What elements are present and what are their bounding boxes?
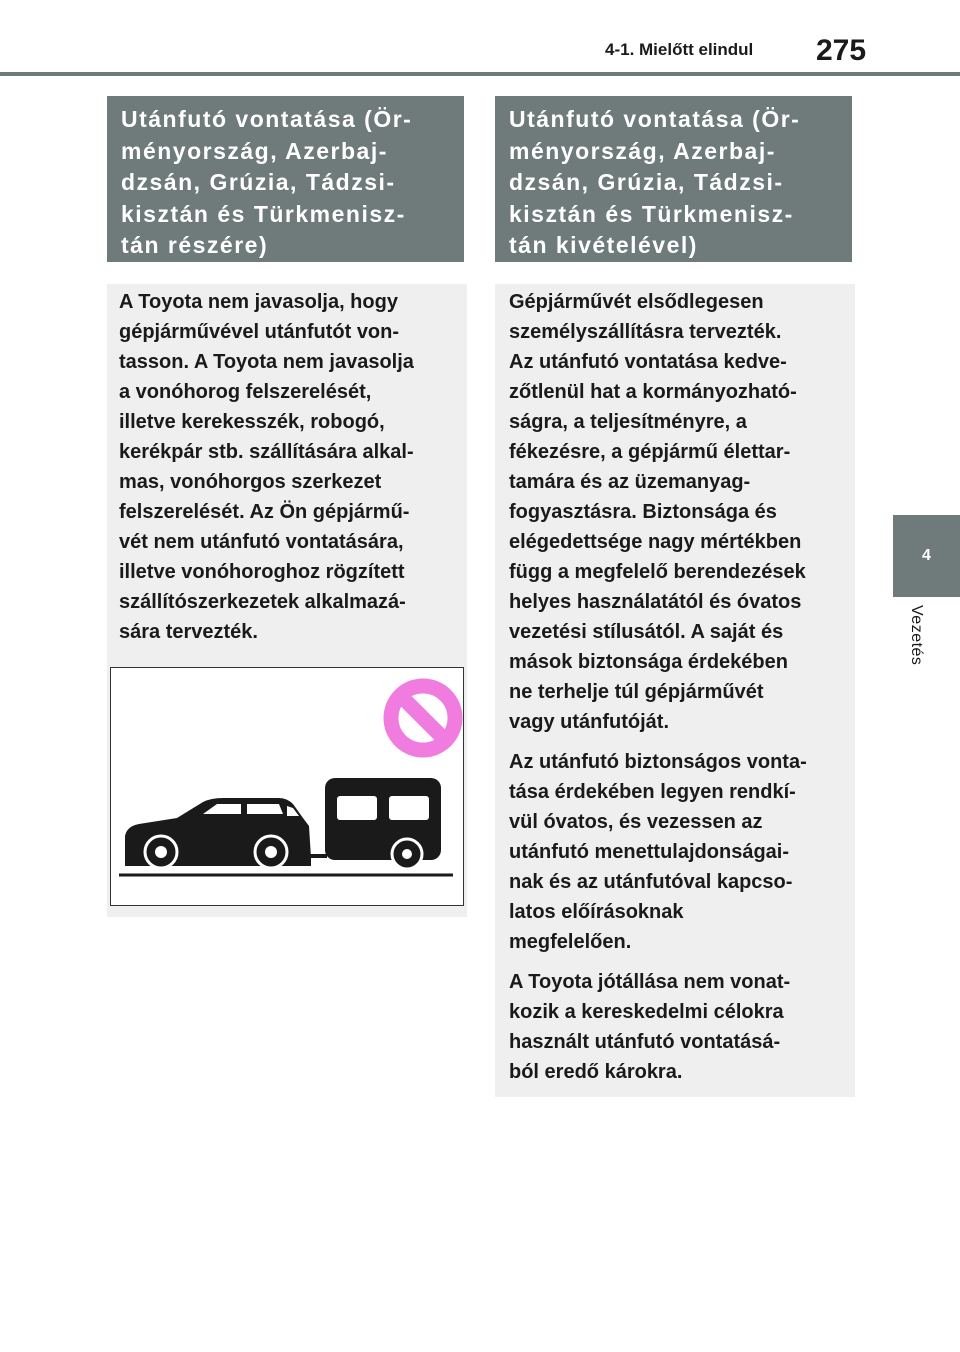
chapter-number: 4 <box>922 547 931 564</box>
text-line: vül óvatos, és vezessen az <box>509 811 763 833</box>
chapter-label: Vezetés <box>908 605 925 666</box>
text-line: ne terhelje túl gépjárművét <box>509 681 764 703</box>
paragraph <box>509 967 843 1087</box>
right-content-box <box>495 284 855 1097</box>
text-line: függ a megfelelő berendezések <box>509 561 806 583</box>
text-line: elégedettsége nagy mértékben <box>509 531 802 553</box>
text-line: A Toyota nem javasolja, hogy <box>119 291 398 313</box>
title-line: Utánfutó vontatása (Ör- <box>509 106 801 132</box>
chapter-tab <box>893 515 960 597</box>
prohibition-icon <box>391 686 455 750</box>
text-line: kerékpár stb. szállítására alkal- <box>119 441 414 463</box>
title-line: kisztán és Türkmenisz- <box>509 200 794 227</box>
text-line: vét nem utánfutó vontatására, <box>119 531 404 553</box>
text-line: használt utánfutó vontatásá- <box>509 1031 781 1053</box>
text-line: Az utánfutó vontatása kedve- <box>509 351 787 373</box>
text-line: tasson. A Toyota nem javasolja <box>119 351 414 373</box>
text-line: fogyasztásra. Biztonsága és <box>509 501 777 523</box>
title-line: tán részére) <box>121 232 269 258</box>
title-line: ményország, Azerbaj- <box>121 137 388 164</box>
text-line: tása érdekében legyen rendkí- <box>509 781 796 803</box>
title-line: dzsán, Grúzia, Tádzsi- <box>121 169 396 195</box>
text-line: felszerelését. Az Ön gépjármű- <box>119 501 410 523</box>
trailer-silhouette <box>325 778 441 869</box>
paragraph <box>509 287 843 737</box>
text-line: tamára és az üzemanyag- <box>509 471 751 493</box>
header-divider <box>0 72 960 76</box>
text-line: nak és az utánfutóval kapcso- <box>509 871 793 893</box>
text-line: helyes használatától és óvatos <box>509 591 802 613</box>
text-line: vezetési stílusától. A saját és <box>509 621 784 643</box>
title-line: tán kivételével) <box>509 232 698 258</box>
text-line: fékezésre, a gépjármű élettar- <box>509 441 791 463</box>
text-line: gépjárművével utánfutót von- <box>119 321 400 343</box>
right-section-title <box>495 96 852 262</box>
text-line: vagy utánfutóját. <box>509 711 670 733</box>
section-title: 4-1. Mielőtt elindul <box>605 40 754 59</box>
text-line: Gépjárművét elsődlegesen <box>509 291 764 313</box>
text-line: A Toyota jótállása nem vonat- <box>509 971 791 993</box>
text-line: ból eredő károkra. <box>509 1061 683 1083</box>
page-number: 275 <box>816 34 867 67</box>
text-line: illetve vonóhoroghoz rögzített <box>119 561 405 583</box>
text-line: ságra, a teljesítményre, a <box>509 411 747 433</box>
left-section-title <box>107 96 464 262</box>
text-line: mások biztonsága érdekében <box>509 651 788 673</box>
text-line: illetve kerekesszék, robogó, <box>119 411 385 433</box>
text-line: zőtlenül hat a kormányozható- <box>509 381 797 403</box>
text-line: megfelelően. <box>509 931 632 953</box>
towing-prohibited-illustration <box>110 667 464 906</box>
title-line: Utánfutó vontatása (Ör- <box>121 106 413 132</box>
title-line: ményország, Azerbaj- <box>509 137 776 164</box>
text-line: latos előírásoknak <box>509 901 684 923</box>
car-silhouette <box>125 798 311 868</box>
text-line: szállítószerkezetek alkalmazá- <box>119 591 406 613</box>
text-line: kozik a kereskedelmi célokra <box>509 1001 784 1023</box>
title-line: kisztán és Türkmenisz- <box>121 200 406 227</box>
title-line: dzsán, Grúzia, Tádzsi- <box>509 169 784 195</box>
text-line: személyszállításra tervezték. <box>509 321 782 343</box>
paragraph <box>509 747 843 957</box>
text-line: mas, vonóhorgos szerkezet <box>119 471 382 493</box>
car-towing-trailer-image <box>111 668 463 905</box>
text-line: Az utánfutó biztonságos vonta- <box>509 751 807 773</box>
text-line: a vonóhorog felszerelését, <box>119 381 372 403</box>
text-line: sára tervezték. <box>119 621 258 643</box>
text-line: utánfutó menettulajdonságai- <box>509 841 789 863</box>
left-body-text <box>119 287 455 647</box>
